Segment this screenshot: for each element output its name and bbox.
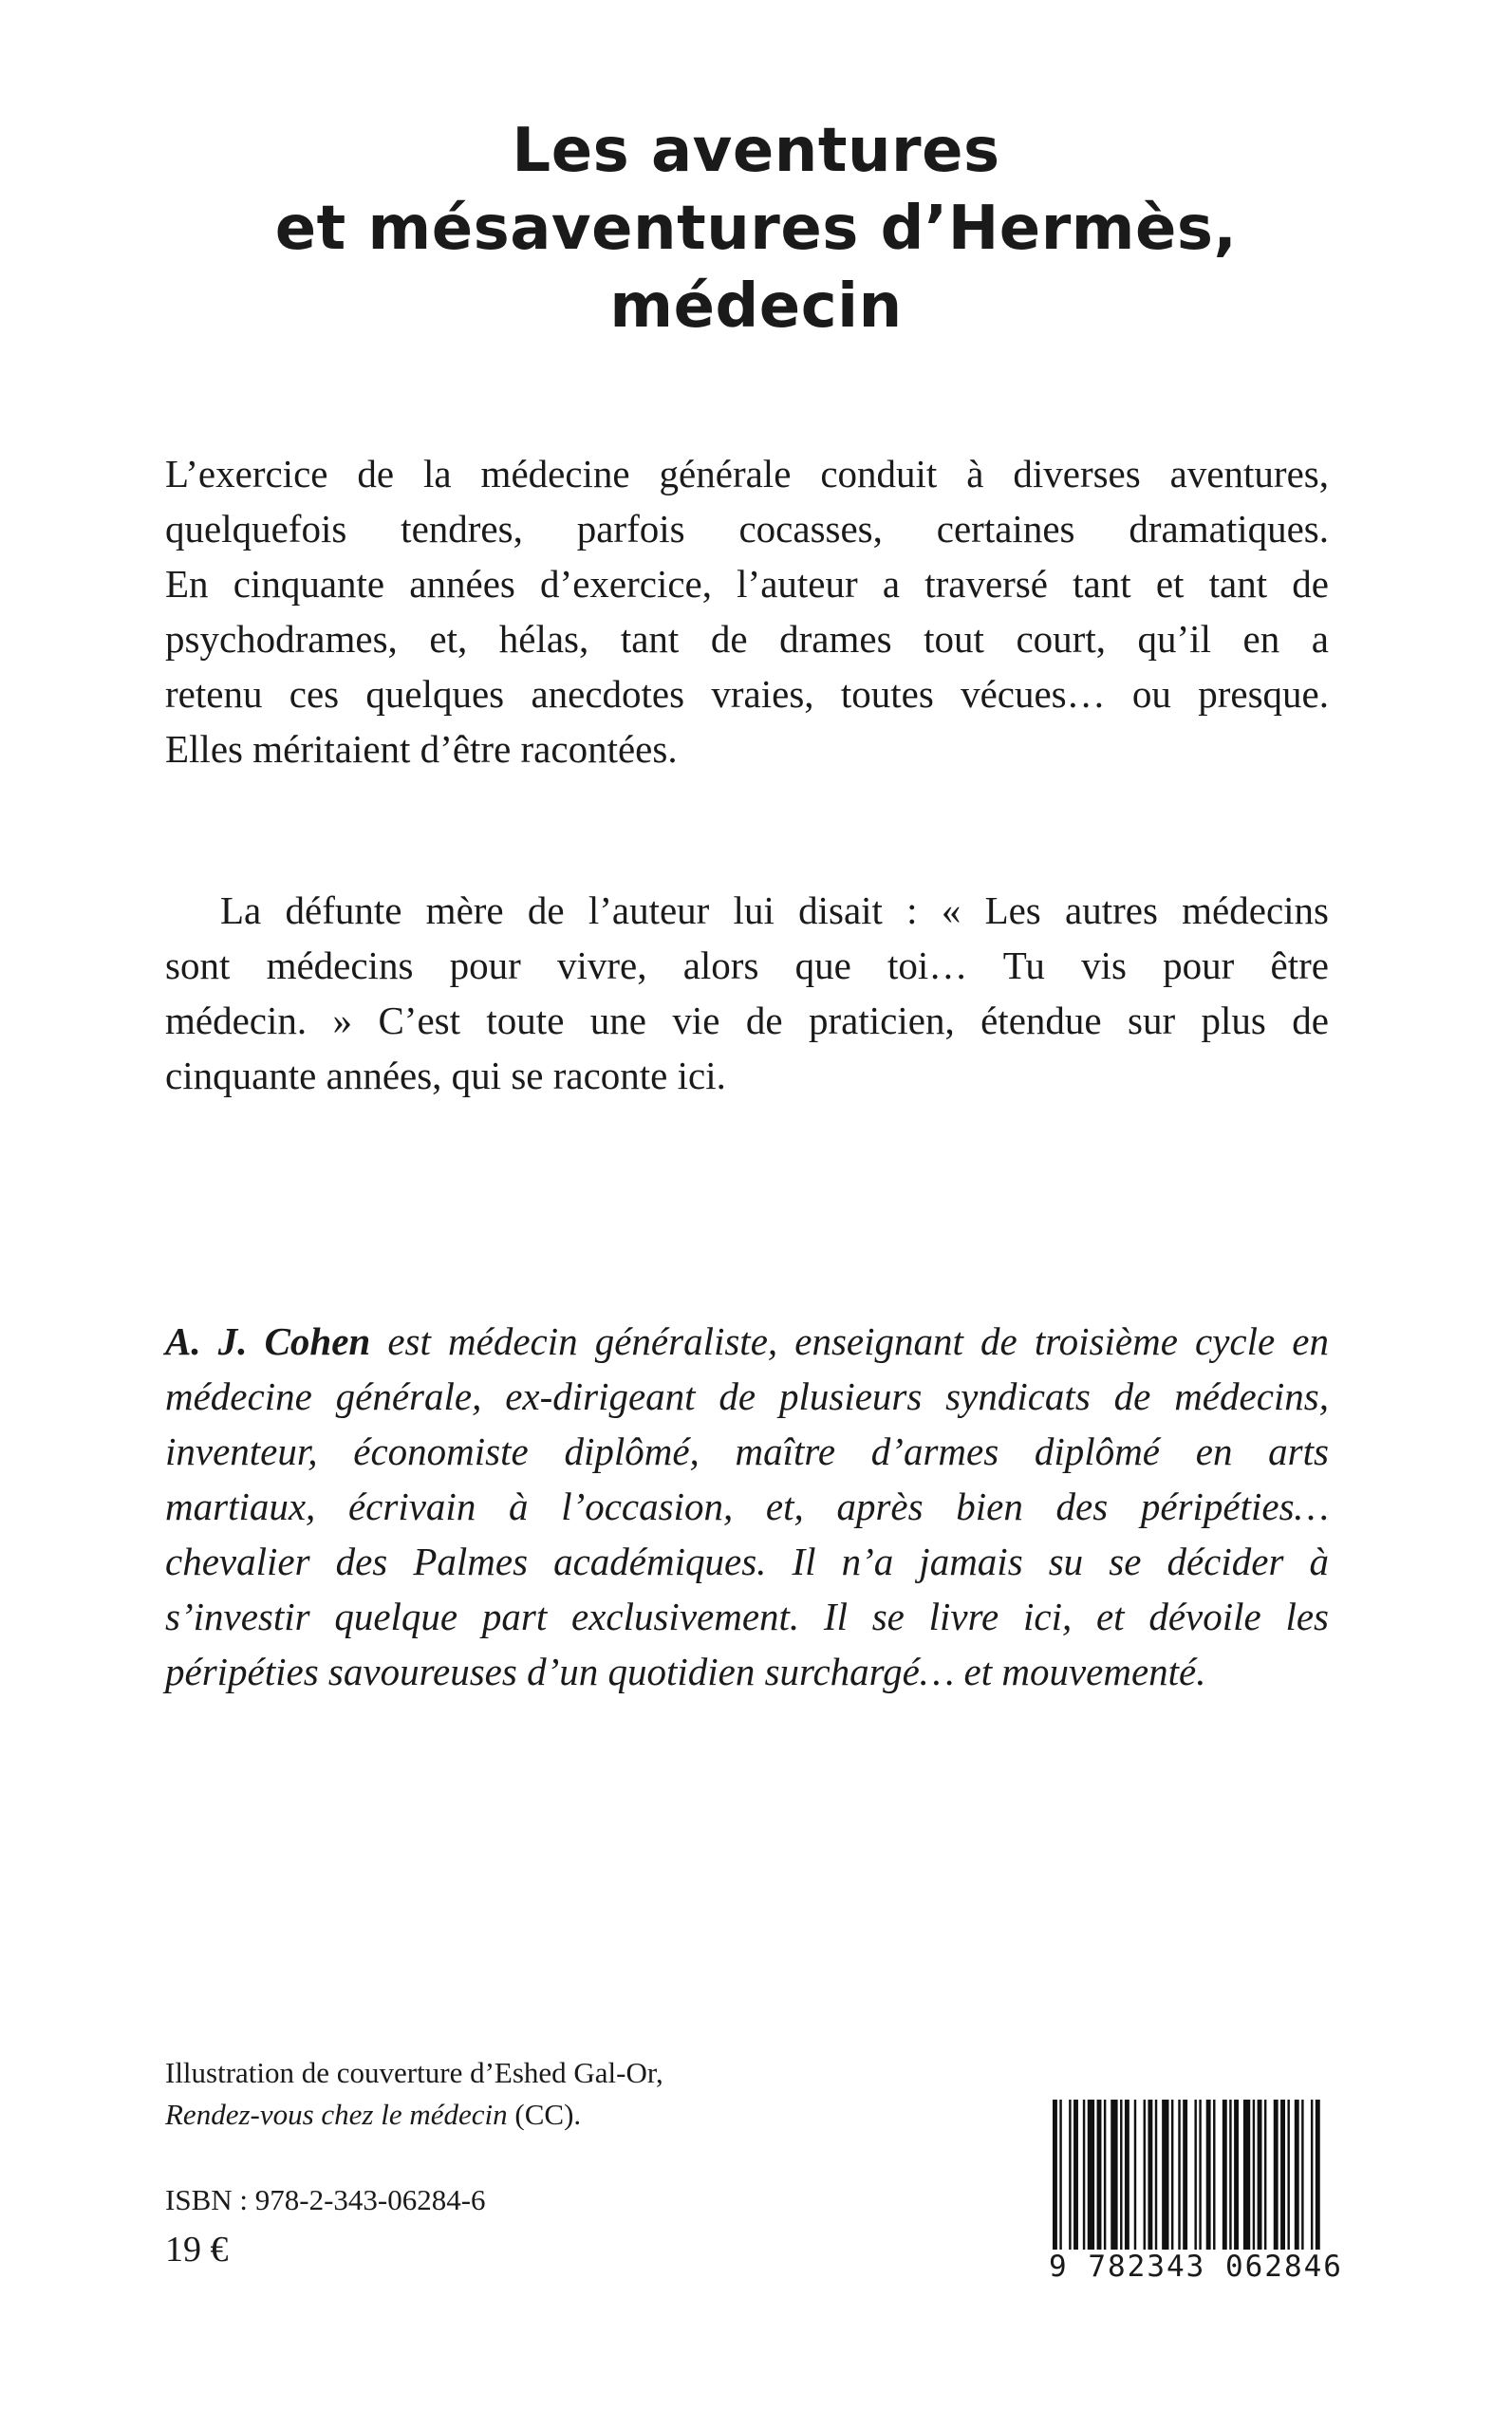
barcode-bar [1083, 2100, 1085, 2251]
barcode-bar [1223, 2100, 1227, 2251]
barcode-bar [1287, 2100, 1289, 2251]
book-title-line-3: médecin [609, 271, 903, 342]
bio-line [165, 1314, 1329, 1369]
bio-line: inventeur, économiste diplômé, maître d’armes diplômé en arts [165, 1429, 1329, 1473]
barcode-bar [1206, 2100, 1211, 2251]
barcode-bars [1049, 2100, 1324, 2251]
author-name: A. J. Cohen [165, 1319, 371, 1363]
barcode-bar [1104, 2100, 1106, 2251]
barcode-bar [1069, 2100, 1071, 2251]
book-title-line-2: et mésaventures d’Hermès, [274, 194, 1238, 264]
barcode-bar [1234, 2100, 1239, 2251]
credits-line-1: Illustration de couverture d’Eshed Gal-Or, [165, 2056, 663, 2089]
book-title-line-1: Les aventures [512, 116, 1000, 186]
bio-first-line-rest: est médecin généraliste, enseignant de troisième cycle en [370, 1319, 1330, 1363]
bio-line: péripéties savoureuses d’un quotidien surchargé… et mouvementé. [165, 1650, 1206, 1693]
barcode-bar [1178, 2100, 1180, 2251]
barcode-bar [1301, 2100, 1303, 2251]
barcode-bar [1155, 2100, 1157, 2251]
book-title [0, 112, 1512, 346]
barcode-bar [1144, 2100, 1146, 2251]
blurb-line: En cinquante années d’exercice, l’auteur a traversé tant et tant de [165, 562, 1329, 606]
cover-credits [165, 2052, 663, 2136]
bio-line: martiaux, écrivain à l’occasion, et, après bien des péripéties… [165, 1485, 1329, 1528]
barcode-bar [1162, 2100, 1168, 2251]
isbn: ISBN : 978-2-343-06284-6 [165, 2183, 486, 2216]
barcode-bar [1295, 2100, 1299, 2251]
blurb-line: Elles méritaient d’être racontées. [165, 727, 678, 771]
barcode-bar [1274, 2100, 1279, 2251]
blurb-line: cinquante années, qui se raconte ici. [165, 1054, 726, 1097]
blurb-line: L’exercice de la médecine générale conduit à diverses aventures, [165, 452, 1329, 495]
barcode-bar [1243, 2100, 1250, 2251]
barcode-bar [1229, 2100, 1231, 2251]
barcode-bar [1088, 2100, 1094, 2251]
blurb-line: sont médecins pour vivre, alors que toi… Tu vis pour être [165, 943, 1329, 987]
barcode-bar [1199, 2100, 1201, 2251]
barcode-bar [1125, 2100, 1129, 2251]
barcode-bar [1194, 2100, 1196, 2251]
barcode-bar [1264, 2100, 1266, 2251]
price: 19 € [165, 2230, 229, 2270]
credits-line-2 [165, 2094, 663, 2136]
blurb-line: quelquefois tendres, parfois cocasses, certaines dramatiques. [165, 507, 1329, 551]
barcode-bar [1134, 2100, 1136, 2251]
bio-line: chevalier des Palmes académiques. Il n’a jamais su se décider à [165, 1540, 1329, 1583]
barcode-bar [1311, 2100, 1313, 2251]
author-bio [165, 1314, 1329, 1699]
bio-line: médecine générale, ex-dirigeant de plusieurs syndicats de médecins, [165, 1374, 1329, 1418]
blurb-line: La défunte mère de l’auteur lui disait : « Les autres médecins [220, 888, 1329, 932]
barcode-bar [1097, 2100, 1102, 2251]
bio-line: s’investir quelque part exclusivement. Il se livre ici, et dévoile les [165, 1595, 1329, 1638]
barcode-bar [1171, 2100, 1173, 2251]
barcode-bar [1073, 2100, 1078, 2251]
barcode-bar [1120, 2100, 1122, 2251]
blurb-line: psychodrames, et, hélas, tant de drames tout court, qu’il en a [165, 617, 1329, 661]
barcode-bar [1253, 2100, 1255, 2251]
barcode-bar [1280, 2100, 1285, 2251]
barcode-bar [1111, 2100, 1117, 2251]
credits-work-title: Rendez-vous chez le médecin [165, 2098, 508, 2131]
barcode-bar [1316, 2100, 1320, 2251]
blurb-line: retenu ces quelques anecdotes vraies, toutes vécues… ou presque. [165, 672, 1329, 716]
blurb-paragraph-2 [165, 883, 1329, 1103]
barcode-digits: 9 782343 062846 [1049, 2250, 1343, 2284]
barcode-bar [1059, 2100, 1061, 2251]
barcode-bar [1183, 2100, 1187, 2251]
credits-license: (CC). [507, 2098, 582, 2131]
barcode-bar [1148, 2100, 1152, 2251]
barcode-bar [1258, 2100, 1262, 2251]
blurb-line: médecin. » C’est toute une vie de praticien, étendue sur plus de [165, 999, 1329, 1042]
barcode-bar [1213, 2100, 1215, 2251]
barcode-bar [1053, 2100, 1057, 2251]
blurb-paragraph-1 [165, 446, 1329, 776]
